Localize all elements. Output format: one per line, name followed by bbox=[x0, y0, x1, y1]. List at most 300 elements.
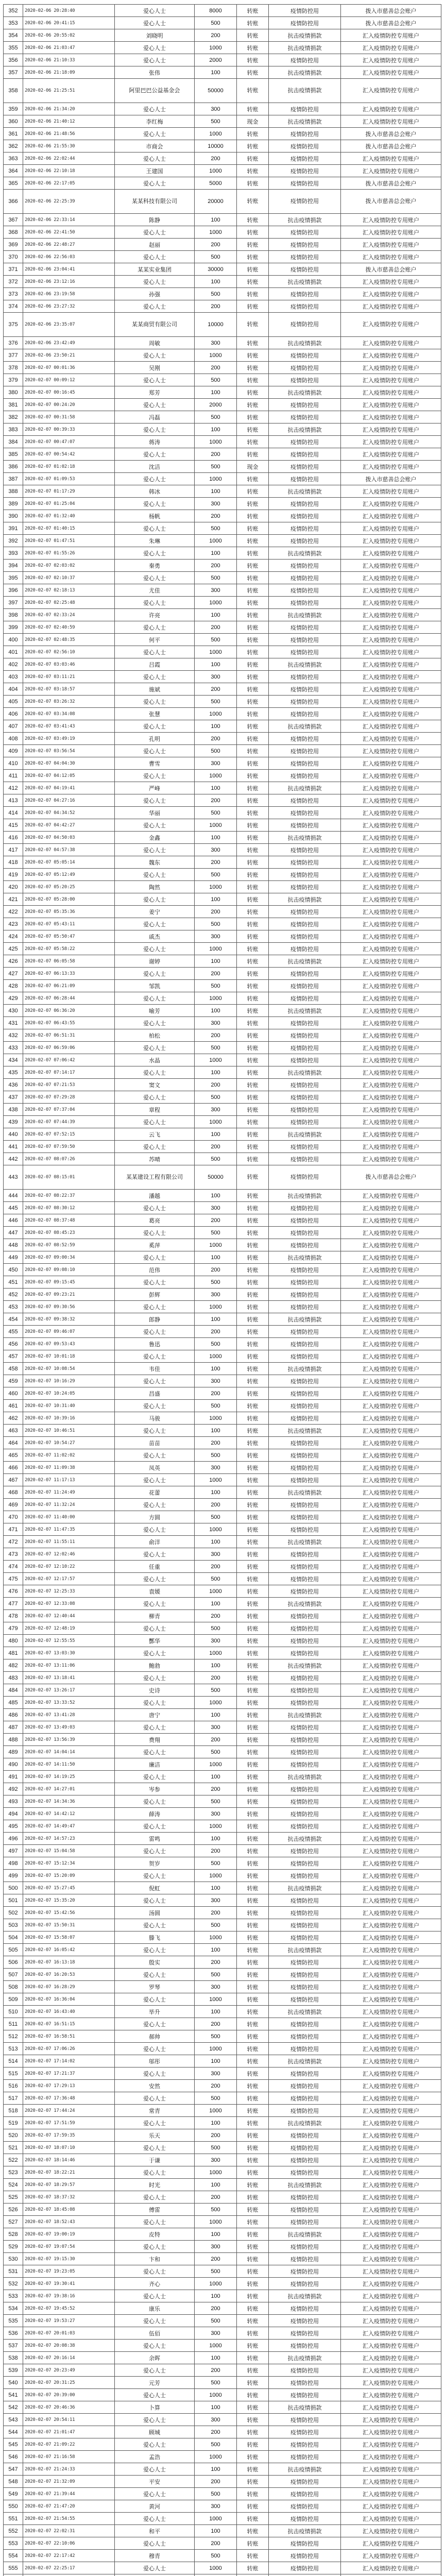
donation-time: 2020-02-07 16:13:18 bbox=[23, 1956, 115, 1969]
row-number: 365 bbox=[4, 177, 23, 190]
donor-name: 赵丽 bbox=[115, 239, 195, 251]
fund-destination: 汇入疫情防控专用账户 bbox=[341, 943, 441, 955]
donation-amount: 300 bbox=[195, 757, 237, 770]
payment-method: 转账 bbox=[237, 2451, 269, 2463]
donation-purpose: 疫情防控用 bbox=[269, 1931, 341, 1944]
donation-purpose: 抗击疫情捐款 bbox=[269, 2463, 341, 2476]
donation-amount: 1000 bbox=[195, 165, 237, 177]
row-number: 468 bbox=[4, 1486, 23, 1499]
donation-amount: 100 bbox=[195, 1486, 237, 1499]
donor-name: 雷鸣 bbox=[115, 1833, 195, 1845]
donor-name: 冯磊 bbox=[115, 411, 195, 423]
row-number: 418 bbox=[4, 856, 23, 869]
table-row bbox=[4, 1598, 441, 1610]
row-number: 465 bbox=[4, 1449, 23, 1462]
donation-time: 2020-02-07 02:48:35 bbox=[23, 634, 115, 646]
donation-amount: 300 bbox=[195, 2500, 237, 2513]
table-row bbox=[4, 1017, 441, 1029]
donation-time: 2020-02-07 08:52:59 bbox=[23, 1239, 115, 1251]
donation-purpose: 抗击疫情捐款 bbox=[269, 337, 341, 349]
row-number: 375 bbox=[4, 313, 23, 337]
donation-time: 2020-02-07 10:24:05 bbox=[23, 1387, 115, 1400]
fund-destination: 汇入疫情防控专用账户 bbox=[341, 1486, 441, 1499]
payment-method: 转账 bbox=[237, 1338, 269, 1350]
donation-purpose: 疫情防控用 bbox=[269, 2550, 341, 2562]
fund-destination: 汇入疫情防控专用账户 bbox=[341, 1412, 441, 1425]
donation-purpose: 疫情防控用 bbox=[269, 2426, 341, 2438]
row-number: 414 bbox=[4, 807, 23, 819]
donation-amount: 300 bbox=[195, 2327, 237, 2340]
donation-amount: 1000 bbox=[195, 2105, 237, 2117]
row-number: 547 bbox=[4, 2463, 23, 2476]
donor-name: 爱心人士 bbox=[115, 399, 195, 411]
donation-amount: 200 bbox=[195, 2080, 237, 2092]
table-row bbox=[4, 2117, 441, 2129]
donation-purpose: 疫情防控用 bbox=[269, 2253, 341, 2265]
donation-time: 2020-02-07 20:08:38 bbox=[23, 2340, 115, 2352]
donation-time: 2020-02-06 23:04:41 bbox=[23, 263, 115, 276]
donation-time: 2020-02-07 20:31:25 bbox=[23, 2377, 115, 2389]
donation-time: 2020-02-07 04:04:30 bbox=[23, 757, 115, 770]
donation-time: 2020-02-07 21:01:47 bbox=[23, 2426, 115, 2438]
donation-time: 2020-02-06 23:12:16 bbox=[23, 276, 115, 288]
donation-purpose: 疫情防控用 bbox=[269, 2562, 341, 2574]
payment-method: 转账 bbox=[237, 621, 269, 634]
fund-destination: 汇入疫情防控专用账户 bbox=[341, 869, 441, 881]
fund-destination: 汇入疫情防控专用账户 bbox=[341, 2278, 441, 2290]
donor-name: 魏东 bbox=[115, 856, 195, 869]
donor-name: 爱心人士 bbox=[115, 646, 195, 658]
donation-time: 2020-02-07 17:51:59 bbox=[23, 2117, 115, 2129]
table-row bbox=[4, 980, 441, 992]
donation-amount: 200 bbox=[195, 152, 237, 165]
fund-destination: 汇入疫情防控专用账户 bbox=[341, 1202, 441, 1214]
donation-purpose: 疫情防控用 bbox=[269, 819, 341, 832]
row-number: 456 bbox=[4, 1338, 23, 1350]
donation-amount: 200 bbox=[195, 300, 237, 313]
row-number: 515 bbox=[4, 2067, 23, 2080]
donor-name: 鲍勃 bbox=[115, 1659, 195, 1672]
donation-time: 2020-02-07 06:05:58 bbox=[23, 955, 115, 968]
fund-destination: 汇入疫情防控专用账户 bbox=[341, 1882, 441, 1894]
fund-destination: 汇入疫情防控专用账户 bbox=[341, 1783, 441, 1795]
donor-name: 爱心人士 bbox=[115, 177, 195, 190]
donation-purpose: 疫情防控用 bbox=[269, 696, 341, 708]
donation-amount: 1000 bbox=[195, 2389, 237, 2401]
row-number: 549 bbox=[4, 2488, 23, 2500]
payment-method: 现金 bbox=[237, 461, 269, 473]
table-row bbox=[4, 399, 441, 411]
donation-time: 2020-02-07 15:27:45 bbox=[23, 1882, 115, 1894]
fund-destination: 拨入市慈善总会账户 bbox=[341, 17, 441, 29]
payment-method: 转账 bbox=[237, 226, 269, 239]
donor-name: 爱心人士 bbox=[115, 54, 195, 66]
donor-name: 倪虹 bbox=[115, 1882, 195, 1894]
donation-amount: 300 bbox=[195, 2414, 237, 2426]
payment-method: 转账 bbox=[237, 1808, 269, 1820]
fund-destination: 汇入疫情防控专用账户 bbox=[341, 1054, 441, 1066]
donation-time: 2020-02-07 05:05:14 bbox=[23, 856, 115, 869]
donation-amount: 1000 bbox=[195, 1350, 237, 1363]
donor-name: 爱心人士 bbox=[115, 794, 195, 807]
donor-name: 爱心人士 bbox=[115, 1573, 195, 1585]
payment-method: 转账 bbox=[237, 485, 269, 498]
row-number: 496 bbox=[4, 1833, 23, 1845]
donor-name: 爱心人士 bbox=[115, 2117, 195, 2129]
donation-time: 2020-02-07 14:49:47 bbox=[23, 1820, 115, 1833]
donation-time: 2020-02-07 01:25:04 bbox=[23, 498, 115, 510]
donation-purpose: 疫情防控用 bbox=[269, 1647, 341, 1659]
table-row bbox=[4, 2451, 441, 2463]
fund-destination: 汇入疫情防控专用账户 bbox=[341, 1449, 441, 1462]
donation-purpose: 疫情防控用 bbox=[269, 54, 341, 66]
payment-method: 转账 bbox=[237, 66, 269, 79]
donation-amount: 1000 bbox=[195, 436, 237, 448]
donation-amount: 200 bbox=[195, 2302, 237, 2315]
donor-name: 张伟 bbox=[115, 66, 195, 79]
donation-time: 2020-02-06 22:17:05 bbox=[23, 177, 115, 190]
donation-time: 2020-02-07 06:21:09 bbox=[23, 980, 115, 992]
donation-time: 2020-02-07 21:54:55 bbox=[23, 2513, 115, 2525]
fund-destination: 汇入疫情防控专用账户 bbox=[341, 1387, 441, 1400]
table-row bbox=[4, 2488, 441, 2500]
donor-name: 韦佳 bbox=[115, 1363, 195, 1375]
donation-purpose: 疫情防控用 bbox=[269, 1412, 341, 1425]
donation-amount: 100 bbox=[195, 1944, 237, 1956]
donation-time: 2020-02-06 21:18:09 bbox=[23, 66, 115, 79]
table-row bbox=[4, 152, 441, 165]
table-row bbox=[4, 2327, 441, 2340]
payment-method: 转账 bbox=[237, 498, 269, 510]
donation-purpose: 抗击疫情捐款 bbox=[269, 720, 341, 733]
donor-name: 爱心人士 bbox=[115, 1672, 195, 1684]
donation-time: 2020-02-07 16:36:04 bbox=[23, 1993, 115, 2006]
payment-method: 转账 bbox=[237, 2166, 269, 2179]
payment-method: 转账 bbox=[237, 906, 269, 918]
donation-purpose: 疫情防控用 bbox=[269, 1870, 341, 1882]
donation-purpose: 疫情防控用 bbox=[269, 473, 341, 485]
donor-name: 秦勇 bbox=[115, 560, 195, 572]
donation-purpose: 疫情防控用 bbox=[269, 2389, 341, 2401]
donation-purpose: 抗击疫情捐款 bbox=[269, 42, 341, 54]
donation-amount: 100 bbox=[195, 1536, 237, 1548]
donor-name: 爱心人士 bbox=[115, 2389, 195, 2401]
table-row bbox=[4, 140, 441, 152]
fund-destination: 汇入疫情防控专用账户 bbox=[341, 2290, 441, 2302]
donor-name: 爱心人士 bbox=[115, 1017, 195, 1029]
donor-name: 昌盛 bbox=[115, 1387, 195, 1400]
table-row bbox=[4, 597, 441, 609]
table-row bbox=[4, 1993, 441, 2006]
fund-destination: 汇入疫情防控专用账户 bbox=[341, 2377, 441, 2389]
donation-time: 2020-02-07 05:43:11 bbox=[23, 918, 115, 930]
fund-destination: 汇入疫情防控专用账户 bbox=[341, 1511, 441, 1523]
payment-method: 转账 bbox=[237, 733, 269, 745]
payment-method: 转账 bbox=[237, 2154, 269, 2166]
row-number: 492 bbox=[4, 1783, 23, 1795]
donation-amount: 100 bbox=[195, 1363, 237, 1375]
donor-name: 爱心人士 bbox=[115, 1425, 195, 1437]
table-row bbox=[4, 2525, 441, 2537]
donation-amount: 500 bbox=[195, 2377, 237, 2389]
donation-purpose: 疫情防控用 bbox=[269, 621, 341, 634]
row-number: 506 bbox=[4, 1956, 23, 1969]
payment-method: 转账 bbox=[237, 1919, 269, 1931]
donation-purpose: 疫情防控用 bbox=[269, 597, 341, 609]
donor-name: 云飞 bbox=[115, 1128, 195, 1141]
donation-time: 2020-02-07 13:11:06 bbox=[23, 1659, 115, 1672]
fund-destination: 汇入疫情防控专用账户 bbox=[341, 2006, 441, 2018]
payment-method: 转账 bbox=[237, 1659, 269, 1672]
donation-purpose: 疫情防控用 bbox=[269, 2030, 341, 2043]
donation-amount: 200 bbox=[195, 2364, 237, 2377]
donor-name: 刘晓明 bbox=[115, 29, 195, 42]
donation-time: 2020-02-07 19:38:16 bbox=[23, 2290, 115, 2302]
donation-amount: 100 bbox=[195, 1190, 237, 1202]
table-row bbox=[4, 918, 441, 930]
table-row bbox=[4, 1795, 441, 1808]
donor-name: 爱心人士 bbox=[115, 621, 195, 634]
payment-method: 转账 bbox=[237, 683, 269, 696]
donation-purpose: 疫情防控用 bbox=[269, 535, 341, 547]
donation-time: 2020-02-07 11:55:11 bbox=[23, 1536, 115, 1548]
table-row bbox=[4, 1523, 441, 1536]
donor-name: 爱心人士 bbox=[115, 2562, 195, 2574]
donation-amount: 200 bbox=[195, 2426, 237, 2438]
row-number: 535 bbox=[4, 2315, 23, 2327]
payment-method: 转账 bbox=[237, 832, 269, 844]
payment-method: 转账 bbox=[237, 535, 269, 547]
table-row bbox=[4, 634, 441, 646]
donation-time: 2020-02-06 20:28:40 bbox=[23, 5, 115, 17]
payment-method: 转账 bbox=[237, 1635, 269, 1647]
donation-time: 2020-02-07 21:16:58 bbox=[23, 2451, 115, 2463]
donation-time: 2020-02-07 10:54:27 bbox=[23, 1437, 115, 1449]
payment-method: 转账 bbox=[237, 1116, 269, 1128]
fund-destination: 汇入疫情防控专用账户 bbox=[341, 634, 441, 646]
fund-destination: 汇入疫情防控专用账户 bbox=[341, 2426, 441, 2438]
table-row bbox=[4, 1289, 441, 1301]
donation-time: 2020-02-07 05:35:36 bbox=[23, 906, 115, 918]
donation-purpose: 疫情防控用 bbox=[269, 152, 341, 165]
donation-time: 2020-02-07 08:07:26 bbox=[23, 1153, 115, 1165]
payment-method: 转账 bbox=[237, 214, 269, 226]
fund-destination: 汇入疫情防控专用账户 bbox=[341, 1400, 441, 1412]
donor-name: 皮特 bbox=[115, 2228, 195, 2241]
donation-time: 2020-02-07 07:29:28 bbox=[23, 1091, 115, 1104]
donor-name: 爱心人士 bbox=[115, 943, 195, 955]
row-number: 534 bbox=[4, 2302, 23, 2315]
donation-amount: 300 bbox=[195, 1635, 237, 1647]
donation-time: 2020-02-07 12:40:44 bbox=[23, 1610, 115, 1622]
donation-amount: 100 bbox=[195, 1771, 237, 1783]
donation-purpose: 疫情防控用 bbox=[269, 461, 341, 473]
donation-time: 2020-02-07 05:50:47 bbox=[23, 930, 115, 943]
row-number: 504 bbox=[4, 1931, 23, 1944]
donation-amount: 200 bbox=[195, 2191, 237, 2204]
payment-method: 转账 bbox=[237, 1227, 269, 1239]
donation-time: 2020-02-07 00:09:12 bbox=[23, 374, 115, 386]
donation-amount: 500 bbox=[195, 1511, 237, 1523]
row-number: 495 bbox=[4, 1820, 23, 1833]
table-row bbox=[4, 968, 441, 980]
donation-purpose: 抗击疫情捐款 bbox=[269, 1598, 341, 1610]
donation-amount: 300 bbox=[195, 2067, 237, 2080]
donation-amount: 200 bbox=[195, 2018, 237, 2030]
donation-time: 2020-02-07 00:24:20 bbox=[23, 399, 115, 411]
donation-amount: 500 bbox=[195, 2204, 237, 2216]
donor-name: 爱心人士 bbox=[115, 1746, 195, 1758]
donation-purpose: 疫情防控用 bbox=[269, 1449, 341, 1462]
donor-name: 爱心人士 bbox=[115, 2414, 195, 2426]
fund-destination: 汇入疫情防控专用账户 bbox=[341, 1239, 441, 1251]
donation-time: 2020-02-07 09:46:07 bbox=[23, 1326, 115, 1338]
fund-destination: 汇入疫情防控专用账户 bbox=[341, 1091, 441, 1104]
table-row bbox=[4, 1079, 441, 1091]
donor-name: 爱心人士 bbox=[115, 2265, 195, 2278]
payment-method: 转账 bbox=[237, 2327, 269, 2340]
donation-amount: 300 bbox=[195, 103, 237, 115]
table-row bbox=[4, 1264, 441, 1276]
donation-amount: 500 bbox=[195, 1795, 237, 1808]
donation-amount: 100 bbox=[195, 782, 237, 794]
row-number: 353 bbox=[4, 17, 23, 29]
payment-method: 转账 bbox=[237, 1375, 269, 1387]
donor-name: 爱心人士 bbox=[115, 2043, 195, 2055]
donation-purpose: 疫情防控用 bbox=[269, 1523, 341, 1536]
fund-destination: 汇入疫情防控专用账户 bbox=[341, 1635, 441, 1647]
row-number: 369 bbox=[4, 239, 23, 251]
donation-purpose: 抗击疫情捐款 bbox=[269, 2401, 341, 2414]
donation-purpose: 疫情防控用 bbox=[269, 1622, 341, 1635]
row-number: 493 bbox=[4, 1795, 23, 1808]
row-number: 396 bbox=[4, 584, 23, 597]
donor-name: 邹凯 bbox=[115, 980, 195, 992]
table-row bbox=[4, 2401, 441, 2414]
row-number: 455 bbox=[4, 1326, 23, 1338]
donor-name: 常青 bbox=[115, 2105, 195, 2117]
table-row bbox=[4, 165, 441, 177]
payment-method: 转账 bbox=[237, 560, 269, 572]
donor-name: 爱心人士 bbox=[115, 745, 195, 757]
donor-name: 爱心人士 bbox=[115, 2488, 195, 2500]
row-number: 386 bbox=[4, 461, 23, 473]
payment-method: 转账 bbox=[237, 2241, 269, 2253]
table-row bbox=[4, 2253, 441, 2265]
table-row bbox=[4, 1066, 441, 1079]
row-number: 358 bbox=[4, 79, 23, 103]
row-number: 474 bbox=[4, 1561, 23, 1573]
donation-time: 2020-02-07 14:11:50 bbox=[23, 1758, 115, 1771]
donation-amount: 1000 bbox=[195, 2451, 237, 2463]
donor-name: 爱心人士 bbox=[115, 2364, 195, 2377]
row-number: 362 bbox=[4, 140, 23, 152]
donation-amount: 200 bbox=[195, 1499, 237, 1511]
fund-destination: 汇入疫情防控专用账户 bbox=[341, 1066, 441, 1079]
donor-name: 唐宁 bbox=[115, 1709, 195, 1721]
fund-destination: 汇入疫情防控专用账户 bbox=[341, 313, 441, 337]
donation-amount: 1000 bbox=[195, 226, 237, 239]
fund-destination: 汇入疫情防控专用账户 bbox=[341, 2204, 441, 2216]
payment-method: 转账 bbox=[237, 2377, 269, 2389]
donation-time: 2020-02-07 21:24:33 bbox=[23, 2463, 115, 2476]
donation-amount: 500 bbox=[195, 1338, 237, 1350]
donor-name: 爱心人士 bbox=[115, 1326, 195, 1338]
payment-method: 转账 bbox=[237, 374, 269, 386]
donation-amount: 2000 bbox=[195, 399, 237, 411]
table-row bbox=[4, 2290, 441, 2302]
donation-amount: 100 bbox=[195, 1659, 237, 1672]
table-row bbox=[4, 2438, 441, 2451]
donation-purpose: 疫情防控用 bbox=[269, 1141, 341, 1153]
payment-method: 转账 bbox=[237, 968, 269, 980]
row-number: 532 bbox=[4, 2278, 23, 2290]
donor-name: 任重 bbox=[115, 1561, 195, 1573]
table-row bbox=[4, 2302, 441, 2315]
donation-time: 2020-02-07 13:56:39 bbox=[23, 1734, 115, 1746]
donation-amount: 200 bbox=[195, 2476, 237, 2488]
donation-amount: 200 bbox=[195, 2129, 237, 2142]
donation-time: 2020-02-07 15:04:58 bbox=[23, 1845, 115, 1857]
table-row bbox=[4, 1585, 441, 1598]
fund-destination: 汇入疫情防控专用账户 bbox=[341, 658, 441, 671]
table-row bbox=[4, 992, 441, 1005]
fund-destination: 汇入疫情防控专用账户 bbox=[341, 2438, 441, 2451]
row-number: 379 bbox=[4, 374, 23, 386]
table-row bbox=[4, 1647, 441, 1659]
table-row bbox=[4, 1919, 441, 1931]
donation-amount: 300 bbox=[195, 2154, 237, 2166]
donor-name: 金鑫 bbox=[115, 832, 195, 844]
fund-destination: 汇入疫情防控专用账户 bbox=[341, 1536, 441, 1548]
table-row bbox=[4, 2142, 441, 2154]
table-row bbox=[4, 1771, 441, 1783]
payment-method: 转账 bbox=[237, 1783, 269, 1795]
row-number: 435 bbox=[4, 1066, 23, 1079]
payment-method: 现金 bbox=[237, 115, 269, 128]
donation-amount: 100 bbox=[195, 2352, 237, 2364]
donation-purpose: 疫情防控用 bbox=[269, 1969, 341, 1981]
donation-purpose: 疫情防控用 bbox=[269, 683, 341, 696]
donation-amount: 100 bbox=[195, 1882, 237, 1894]
donation-purpose: 疫情防控用 bbox=[269, 1573, 341, 1585]
donation-purpose: 疫情防控用 bbox=[269, 1227, 341, 1239]
table-row bbox=[4, 1029, 441, 1042]
fund-destination: 汇入疫情防控专用账户 bbox=[341, 832, 441, 844]
donation-purpose: 疫情防控用 bbox=[269, 2377, 341, 2389]
fund-destination: 汇入疫情防控专用账户 bbox=[341, 720, 441, 733]
payment-method: 转账 bbox=[237, 362, 269, 374]
donation-purpose: 疫情防控用 bbox=[269, 1734, 341, 1746]
donor-name: 爱心人士 bbox=[115, 1400, 195, 1412]
donor-name: 爱心人士 bbox=[115, 844, 195, 856]
fund-destination: 汇入疫情防控专用账户 bbox=[341, 1029, 441, 1042]
table-row bbox=[4, 1931, 441, 1944]
row-number: 406 bbox=[4, 708, 23, 720]
fund-destination: 汇入疫情防控专用账户 bbox=[341, 1845, 441, 1857]
fund-destination: 汇入疫情防控专用账户 bbox=[341, 1523, 441, 1536]
donation-amount: 1000 bbox=[195, 1931, 237, 1944]
table-row bbox=[4, 584, 441, 597]
donation-purpose: 疫情防控用 bbox=[269, 1214, 341, 1227]
table-row bbox=[4, 2204, 441, 2216]
donor-name: 和平 bbox=[115, 2525, 195, 2537]
fund-destination: 汇入疫情防控专用账户 bbox=[341, 510, 441, 522]
donation-time: 2020-02-07 18:29:57 bbox=[23, 2179, 115, 2191]
table-row bbox=[4, 1536, 441, 1548]
donation-time: 2020-02-07 18:14:46 bbox=[23, 2154, 115, 2166]
row-number: 437 bbox=[4, 1091, 23, 1104]
